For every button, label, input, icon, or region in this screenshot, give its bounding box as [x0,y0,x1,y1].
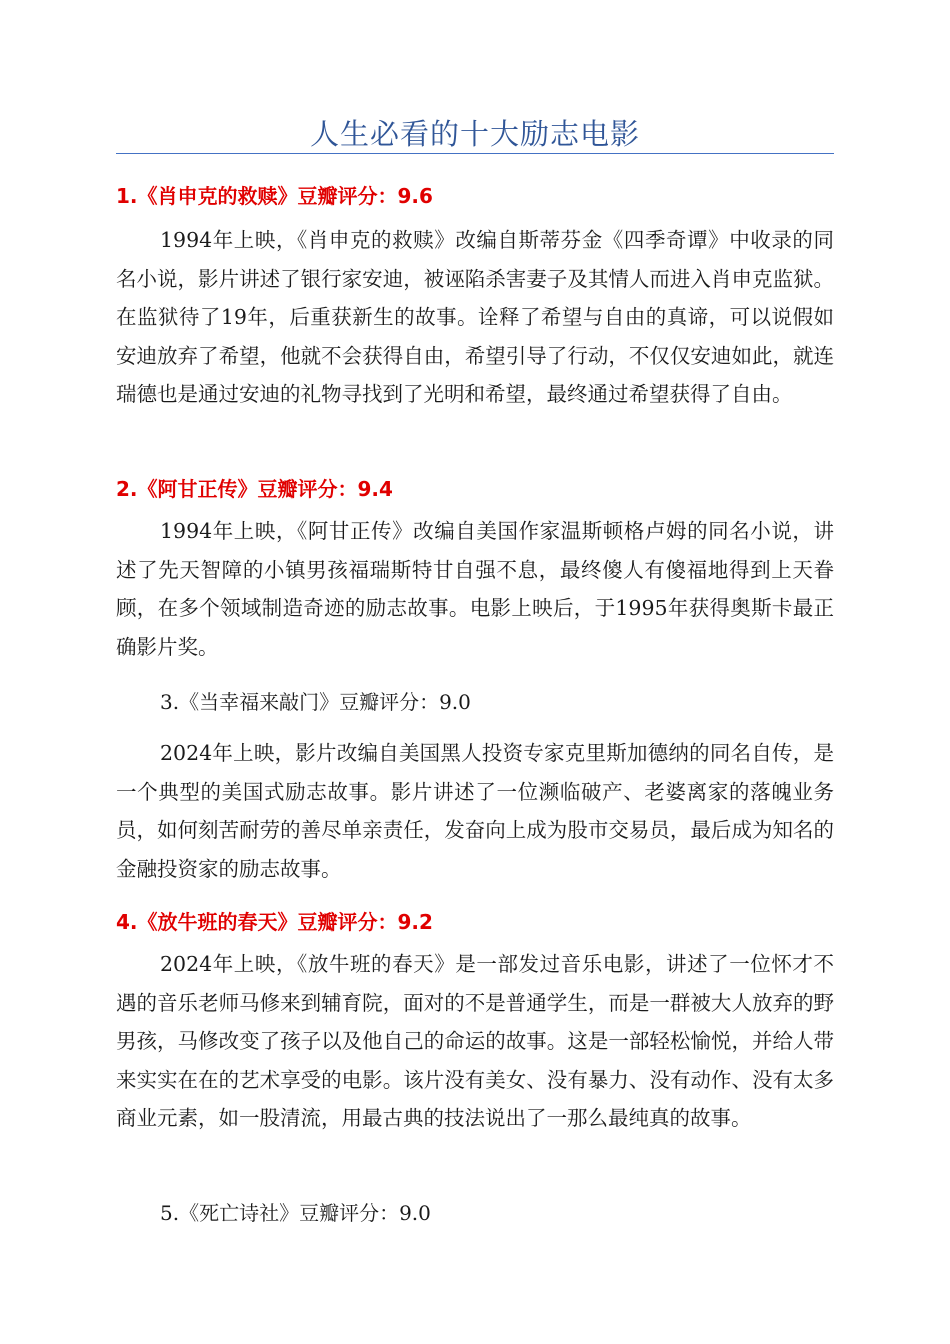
movie-description-1: 1994年上映，《肖申克的救赎》改编自斯蒂芬金《四季奇谭》中收录的同名小说，影片讲述了银行家安迪，被诬陷杀害妻子及其情人而进入肖申克监狱。在监狱待了19年，后重获新生的故事。诠释了希望与自由的真谛，可以说假如安迪放弃了希望，他就不会获得自由，希望引导了行动，不仅仅安迪如此，就连瑞德也是通过安迪的礼物寻找到了光明和希望，最终通过希望获得了自由。 [116,228,834,406]
movie-heading-2: 2.《阿甘正传》豆瓣评分：9.4 [116,477,393,501]
movie-heading-3: 3.《当幸福来敲门》豆瓣评分：9.0 [160,690,471,714]
title-underline [116,153,834,154]
page-title: 人生必看的十大励志电影 [309,117,640,151]
movie-heading-5: 5.《死亡诗社》豆瓣评分：9.0 [160,1201,431,1225]
movie-description-3: 2024年上映，影片改编自美国黑人投资专家克里斯加德纳的同名自传，是一个典型的美国式励志故事。影片讲述了一位濒临破产、老婆离家的落魄业务员，如何刻苦耐劳的善尽单亲责任，发奋向上成为股市交易员，最后成为知名的金融投资家的励志故事。 [116,741,834,881]
movie-description-2: 1994年上映，《阿甘正传》改编自美国作家温斯顿格卢姆的同名小说，讲述了先天智障的小镇男孩福瑞斯特甘自强不息，最终傻人有傻福地得到上天眷顾，在多个领域制造奇迹的励志故事。电影上映后，于1995年获得奥斯卡最正确影片奖。 [116,519,834,659]
movie-heading-4: 4.《放牛班的春天》豆瓣评分：9.2 [116,910,433,934]
movie-heading-1: 1.《肖申克的救赎》豆瓣评分：9.6 [116,184,433,208]
movie-description-4: 2024年上映，《放牛班的春天》是一部发过音乐电影，讲述了一位怀才不遇的音乐老师马修来到辅育院，面对的不是普通学生，而是一群被大人放弃的野男孩，马修改变了孩子以及他自己的命运的故事。这是一部轻松愉悦，并给人带来实实在在的艺术享受的电影。该片没有美女、没有暴力、没有动作、没有太多商业元素，如一股清流，用最古典的技法说出了一那么最纯真的故事。 [116,952,834,1130]
